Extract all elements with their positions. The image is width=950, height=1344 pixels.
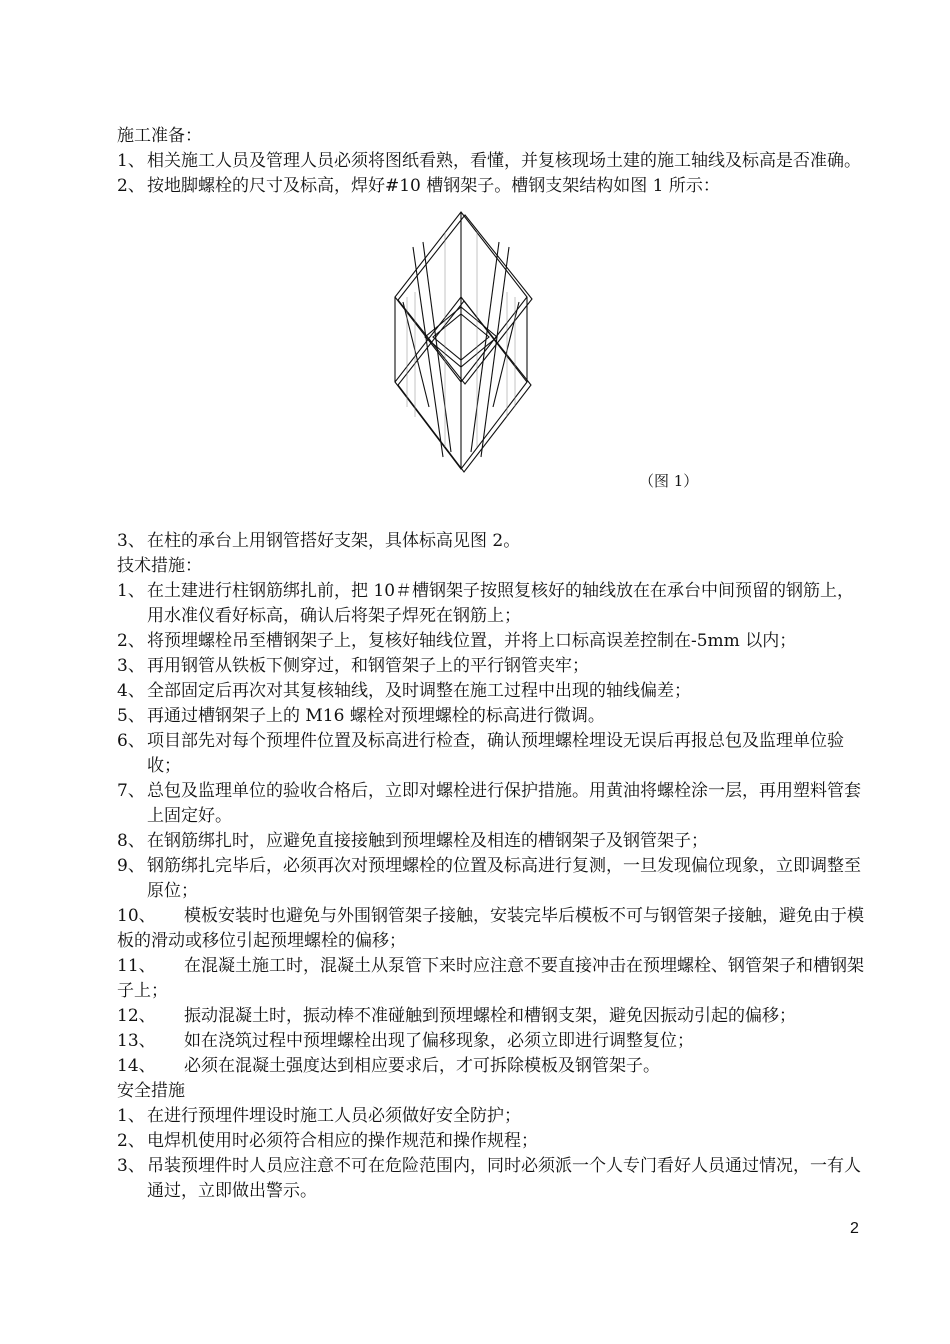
tech-item bbox=[117, 829, 867, 854]
safety-item bbox=[117, 1154, 867, 1204]
item-number: 12、 bbox=[117, 1006, 156, 1026]
item-number: 3、 bbox=[117, 531, 145, 551]
item-text: 在进行预埋件埋设时施工人员必须做好安全防护； bbox=[147, 1106, 521, 1126]
item-number: 6、 bbox=[117, 731, 145, 751]
tech-item bbox=[117, 904, 867, 954]
item-number: 2、 bbox=[117, 631, 145, 651]
item-text: 相关施工人员及管理人员必须将图纸看熟，看懂，并复核现场土建的施工轴线及标高是否准确。 bbox=[147, 151, 861, 171]
safety-item bbox=[117, 1104, 867, 1129]
item-text: 将预埋螺栓吊至槽钢架子上，复核好轴线位置，并将上口标高误差控制在-5mm 以内； bbox=[147, 631, 797, 651]
figure-caption: （图 1） bbox=[639, 472, 699, 490]
tech-item bbox=[117, 579, 867, 629]
item-text: 在混凝土施工时，混凝土从泵管下来时应注意不要直接冲击在预埋螺栓、钢管架子和槽钢架子上； bbox=[117, 956, 864, 1001]
item-number: 5、 bbox=[117, 706, 145, 726]
tech-item bbox=[117, 779, 867, 829]
item-number: 9、 bbox=[117, 856, 145, 876]
item-number: 1、 bbox=[117, 151, 145, 171]
prep-item bbox=[117, 149, 867, 174]
item-text: 模板安装时也避免与外围钢管架子接触，安装完毕后模板不可与钢管架子接触，避免由于模板的滑动或移位引起预埋螺栓的偏移； bbox=[117, 906, 864, 951]
item-text: 在土建进行柱钢筋绑扎前，把 10＃槽钢架子按照复核好的轴线放在在承台中间预留的钢筋上，用水准仪看好标高，确认后将架子焊死在钢筋上； bbox=[147, 581, 855, 626]
item-text: 钢筋绑扎完毕后，必须再次对预埋螺栓的位置及标高进行复测，一旦发现偏位现象，立即调整至原位； bbox=[147, 856, 861, 901]
tech-item bbox=[117, 954, 867, 1004]
tech-item bbox=[117, 1004, 867, 1029]
tech-item bbox=[117, 679, 867, 704]
item-number: 3、 bbox=[117, 1156, 145, 1176]
item-text: 总包及监理单位的验收合格后，立即对螺栓进行保护措施。用黄油将螺栓涂一层，再用塑料管套上固定好。 bbox=[147, 781, 861, 826]
tech-item bbox=[117, 629, 867, 654]
item-number: 14、 bbox=[117, 1056, 156, 1076]
item-number: 2、 bbox=[117, 1131, 145, 1151]
item-text: 全部固定后再次对其复核轴线，及时调整在施工过程中出现的轴线偏差； bbox=[147, 681, 691, 701]
prep-item bbox=[117, 529, 867, 554]
item-number: 4、 bbox=[117, 681, 145, 701]
prep-item bbox=[117, 174, 867, 199]
tech-item bbox=[117, 704, 867, 729]
tech-item bbox=[117, 1029, 867, 1054]
item-number: 10、 bbox=[117, 906, 156, 926]
tech-item bbox=[117, 729, 867, 779]
item-number: 3、 bbox=[117, 656, 145, 676]
figure-1 bbox=[117, 199, 867, 529]
item-text: 在柱的承台上用钢管搭好支架，具体标高见图 2。 bbox=[147, 531, 521, 551]
item-number: 13、 bbox=[117, 1031, 156, 1051]
tech-item bbox=[117, 854, 867, 904]
item-number: 11、 bbox=[117, 956, 156, 976]
safety-item bbox=[117, 1129, 867, 1154]
item-text: 振动混凝土时，振动棒不准碰触到预埋螺栓和槽钢支架，避免因振动引起的偏移； bbox=[184, 1006, 796, 1026]
channel-steel-frame-drawing bbox=[385, 207, 545, 477]
item-number: 8、 bbox=[117, 831, 145, 851]
item-text: 电焊机使用时必须符合相应的操作规范和操作规程； bbox=[147, 1131, 538, 1151]
prep-heading: 施工准备： bbox=[117, 126, 202, 146]
page-number: 2 bbox=[850, 1220, 859, 1237]
tech-heading: 技术措施： bbox=[117, 556, 202, 576]
document-body bbox=[117, 124, 867, 1204]
item-number: 1、 bbox=[117, 581, 145, 601]
tech-item bbox=[117, 654, 867, 679]
item-text: 再用钢管从铁板下侧穿过，和钢管架子上的平行钢管夹牢； bbox=[147, 656, 589, 676]
item-text: 项目部先对每个预埋件位置及标高进行检查，确认预埋螺栓埋设无误后再报总包及监理单位验收； bbox=[147, 731, 844, 776]
tech-item bbox=[117, 1054, 867, 1079]
item-number: 7、 bbox=[117, 781, 145, 801]
item-text: 如在浇筑过程中预埋螺栓出现了偏移现象，必须立即进行调整复位； bbox=[184, 1031, 694, 1051]
item-text: 再通过槽钢架子上的 M16 螺栓对预埋螺栓的标高进行微调。 bbox=[147, 706, 605, 726]
item-text: 按地脚螺栓的尺寸及标高，焊好#10 槽钢架子。槽钢支架结构如图 1 所示： bbox=[147, 176, 720, 196]
item-text: 必须在混凝土强度达到相应要求后，才可拆除模板及钢管架子。 bbox=[184, 1056, 660, 1076]
item-number: 1、 bbox=[117, 1106, 145, 1126]
safety-heading: 安全措施 bbox=[117, 1081, 185, 1101]
item-text: 吊装预埋件时人员应注意不可在危险范围内，同时必须派一个人专门看好人员通过情况，一有人通过，立即做出警示。 bbox=[147, 1156, 861, 1201]
item-text: 在钢筋绑扎时，应避免直接接触到预埋螺栓及相连的槽钢架子及钢管架子； bbox=[147, 831, 708, 851]
item-number: 2、 bbox=[117, 176, 145, 196]
